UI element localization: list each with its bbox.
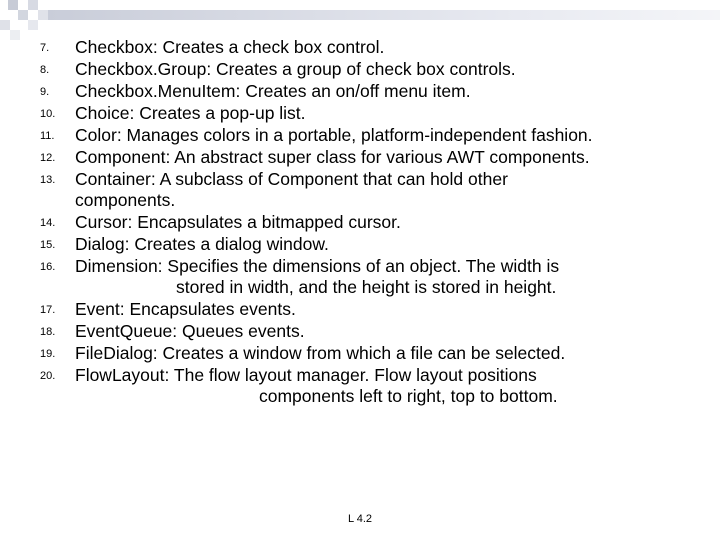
banner-square [28, 20, 38, 30]
slide-footer [0, 513, 720, 525]
list-item [0, 234, 720, 256]
item-text: Color: Manages colors in a portable, platform-independent fashion. [75, 125, 593, 145]
numbered-list [0, 37, 720, 408]
list-item [0, 321, 720, 343]
item-number: 9. [40, 86, 50, 98]
item-text [75, 256, 559, 298]
list-item [0, 169, 720, 212]
item-number: 8. [40, 64, 50, 76]
item-text: FileDialog: Creates a window from which a file can be selected. [75, 343, 566, 363]
item-text: Component: An abstract super class for various AWT components. [75, 147, 590, 167]
item-number: 12. [40, 152, 56, 164]
item-number: 15. [40, 239, 56, 251]
item-text-continuation: components. [75, 190, 176, 210]
item-text: Dialog: Creates a dialog window. [75, 234, 329, 254]
item-number: 14. [40, 217, 56, 229]
list-item [0, 37, 720, 59]
item-number: 7. [40, 42, 50, 54]
item-number: 16. [40, 261, 56, 273]
item-number: 17. [40, 304, 56, 316]
item-number: 18. [40, 326, 56, 338]
banner-square [8, 0, 18, 10]
list-item [0, 103, 720, 125]
item-text: Checkbox.Group: Creates a group of check box controls. [75, 59, 516, 79]
item-text-continuation: stored in width, and the height is stored in height. [176, 277, 557, 297]
list-item [0, 365, 720, 408]
list-item [0, 212, 720, 234]
item-text: Event: Encapsulates events. [75, 299, 296, 319]
item-text-continuation: components left to right, top to bottom. [259, 386, 558, 406]
item-text: EventQueue: Queues events. [75, 321, 305, 341]
item-number: 10. [40, 108, 56, 120]
item-text: Cursor: Encapsulates a bitmapped cursor. [75, 212, 401, 232]
banner-square [38, 10, 48, 20]
item-text: Checkbox: Creates a check box control. [75, 37, 385, 57]
decorative-banner [0, 0, 720, 40]
banner-square [18, 10, 28, 20]
item-text-line: Container: A subclass of Component that can hold other [75, 169, 508, 189]
list-item [0, 299, 720, 321]
banner-strip [48, 10, 720, 20]
item-number: 11. [40, 130, 55, 142]
list-item [0, 256, 720, 299]
list-item [0, 59, 720, 81]
item-number: 20. [40, 370, 56, 382]
item-number: 19. [40, 348, 56, 360]
list-item [0, 147, 720, 169]
list-item [0, 81, 720, 103]
item-text-line: FlowLayout: The flow layout manager. Flow layout positions [75, 365, 537, 385]
banner-square [0, 20, 10, 30]
item-text [75, 169, 508, 211]
banner-square [28, 0, 38, 10]
item-text [75, 365, 558, 407]
slide-number: L 4.2 [347, 513, 373, 525]
item-number: 13. [40, 174, 56, 186]
item-text: Checkbox.MenuItem: Creates an on/off menu item. [75, 81, 471, 101]
item-text-line: Dimension: Specifies the dimensions of an object. The width is [75, 256, 560, 276]
list-item [0, 343, 720, 365]
item-text: Choice: Creates a pop-up list. [75, 103, 306, 123]
list-item [0, 125, 720, 147]
